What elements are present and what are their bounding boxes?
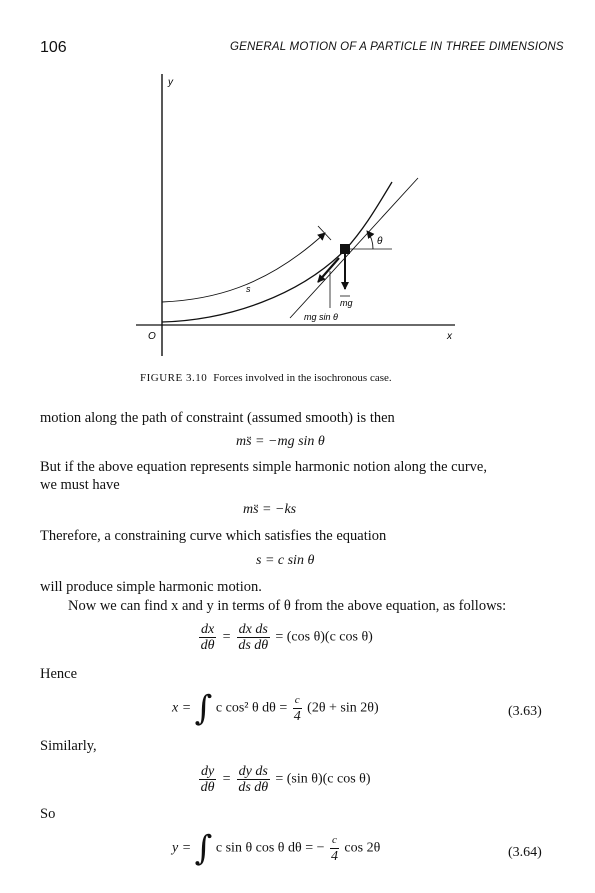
fraction-dx-dtheta: $\frac{dx}{d\theta}$ xyxy=(200,622,215,653)
running-head: GENERAL MOTION OF A PARTICLE IN THREE DIMENSIONS xyxy=(230,41,564,53)
paragraph-1: motion along the path of constraint (assumed smooth) is then xyxy=(40,410,395,426)
fraction-dy-dtheta: $\frac{dy}{d\theta}$ xyxy=(200,764,215,795)
so-label: So xyxy=(40,806,56,822)
mg-sin-label: mg sin θ xyxy=(304,312,338,322)
x-axis-label: x xyxy=(447,331,452,342)
equation-dx: $\frac{dx}{d\theta}$ = $\frac{\text{dx ds}}{\text{ds dθ}}$ = (cos θ)(c cos θ) xyxy=(200,622,373,653)
hence-label: Hence xyxy=(40,666,78,682)
origin-label: O xyxy=(148,331,156,342)
page-number: 106 xyxy=(40,39,67,56)
paragraph-2b: we must have xyxy=(40,477,120,493)
theta-arc xyxy=(367,231,373,249)
fraction-c-4: $\frac{c}{4}$ xyxy=(293,694,301,724)
equation-2: ms̈ = −ks xyxy=(243,502,297,517)
equation-dy: $\frac{dy}{d\theta}$ = $\frac{\text{dy ds}}{\text{ds dθ}}$ = (sin θ)(c cos θ) xyxy=(200,764,371,795)
similarly-label: Similarly, xyxy=(40,738,97,754)
paragraph-5: Now we can find x and y in terms of θ from the above equation, as follows: xyxy=(68,598,507,614)
equation-x-integral: x = ∫ c cos² θ dθ = $\frac{c}{4}$ (2θ + sin 2θ) xyxy=(172,688,379,729)
equation-number-3-64: (3.64) xyxy=(508,845,542,860)
paragraph-3: Therefore, a constraining curve which satisfies the equation xyxy=(40,528,387,544)
y-axis-label: y xyxy=(168,77,173,88)
tangent-line xyxy=(290,178,418,318)
mg-label: mg xyxy=(340,298,353,308)
integral-sign: ∫ xyxy=(194,828,213,869)
integral-sign: ∫ xyxy=(194,688,213,729)
fraction-dx-ds: $\frac{\text{dx ds}}{\text{ds dθ}}$ xyxy=(238,622,269,653)
equation-3: s = c sin θ xyxy=(256,553,315,568)
equation-y-integral: y = ∫ c sin θ cos θ dθ = − $\frac{c}{4}$ cos 2θ xyxy=(172,828,381,869)
equation-number-3-63: (3.63) xyxy=(508,704,542,719)
fraction-c-4: $\frac{c}{4}$ xyxy=(330,834,338,864)
paragraph-2a: But if the above equation represents simple harmonic notion along the curve, xyxy=(40,459,487,475)
caption-label: FIGURE 3.10 xyxy=(140,372,208,384)
figure-caption xyxy=(140,372,392,384)
arc-length-s xyxy=(162,233,325,302)
particle xyxy=(340,244,350,254)
caption-text: Forces involved in the isochronous case. xyxy=(213,372,392,384)
equation-1: ms̈ = −mg sin θ xyxy=(236,434,325,449)
fraction-dy-ds: $\frac{\text{dy ds}}{\text{ds dθ}}$ xyxy=(238,764,269,795)
constraint-curve xyxy=(162,182,392,322)
figure-diagram xyxy=(0,0,595,390)
s-label: s xyxy=(246,284,251,294)
theta-label: θ xyxy=(377,236,383,247)
paragraph-4: will produce simple harmonic motion. xyxy=(40,579,262,595)
